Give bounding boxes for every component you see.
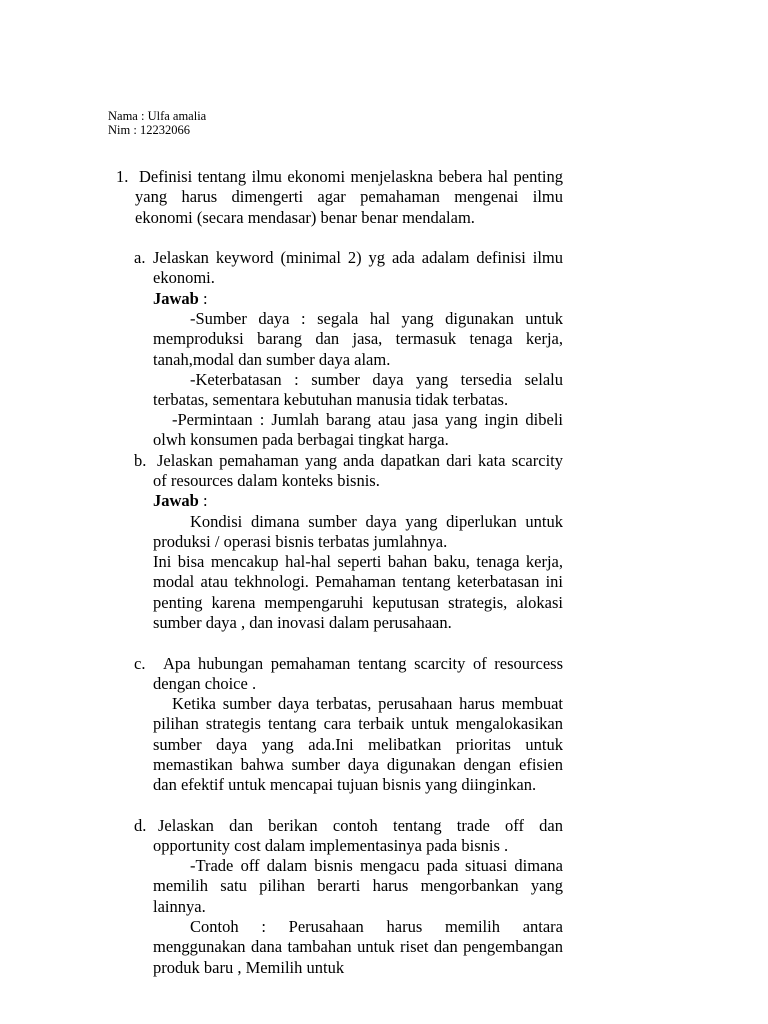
sub-d-answer-contoh: Contoh : Perusahaan harus memilih antara menggunakan dana tambahan untuk riset dan pengembangan produk baru , Memilih untuk	[153, 917, 563, 977]
sub-a-jawab-colon: :	[198, 289, 208, 308]
sub-c-answer: Ketika sumber daya terbatas, perusahaan harus membuat pilihan strategis tentang cara terbaik untuk mengalokasikan sumber daya yang ada.Ini melibatkan prioritas untuk memastikan bahwa sumber daya digunakan dengan efisien dan efektif untuk mencapai tujuan bisnis yang diinginkan.	[153, 694, 563, 795]
sub-c-question: Apa hubungan pemahaman tentang scarcity of resourcess dengan choice .	[153, 654, 563, 694]
sub-d-question: Jelaskan dan berikan contoh tentang trade off dan opportunity cost dalam implementasinya pada bisnis .	[153, 816, 563, 856]
sub-a-jawab-label: Jawab	[153, 289, 199, 308]
question-1-text: Definisi tentang ilmu ekonomi menjelaskna bebera hal penting yang harus dimengerti agar pemahaman mengenai ilmu ekonomi (secara mendasar) benar benar mendalam.	[135, 167, 563, 227]
sub-a-answer-sumber-daya: -Sumber daya : segala hal yang digunakan untuk memproduksi barang dan jasa, termasuk tenaga kerja, tanah,modal dan sumber daya alam.	[153, 309, 563, 369]
sub-b-answer-kondisi: Kondisi dimana sumber daya yang diperlukan untuk produksi / operasi bisnis terbatas jumlahnya.	[153, 512, 563, 552]
sub-c-marker: c.	[134, 654, 146, 673]
sub-a-answer-keterbatasan: -Keterbatasan : sumber daya yang tersedia selalu terbatas, sementara kebutuhan manusia tidak terbatas.	[153, 370, 563, 410]
student-header	[108, 109, 206, 137]
sub-a-marker: a.	[134, 248, 146, 267]
sub-b-question: Jelaskan pemahaman yang anda dapatkan dari kata scarcity of resources dalam konteks bisnis.	[153, 451, 563, 491]
student-nim: Nim : 12232066	[108, 123, 190, 137]
sub-b-jawab-label: Jawab	[153, 491, 199, 510]
sub-b-marker: b.	[134, 451, 147, 470]
sub-a-question: Jelaskan keyword (minimal 2) yg ada adalam definisi ilmu ekonomi.	[153, 248, 563, 288]
sub-b-answer-mencakup: Ini bisa mencakup hal-hal seperti bahan baku, tenaga kerja, modal atau tekhnologi. Pemahaman tentang keterbatasan ini penting karena mempengaruhi keputusan strategis, alokasi sumber daya , dan inovasi dalam perusahaan.	[153, 552, 563, 632]
sub-b-jawab	[153, 491, 563, 511]
sub-d-answer-trade-off: -Trade off dalam bisnis mengacu pada situasi dimana memilih satu pilihan berarti harus mengorbankan yang lainnya.	[153, 856, 563, 916]
sub-d-marker: d.	[134, 816, 147, 835]
sub-a-jawab	[153, 289, 563, 309]
sub-b-jawab-colon: :	[198, 491, 208, 510]
sub-a-answer-permintaan: -Permintaan : Jumlah barang atau jasa yang ingin dibeli olwh konsumen pada berbagai tingkat harga.	[153, 410, 563, 450]
question-1-marker: 1.	[116, 167, 129, 186]
student-name: Nama : Ulfa amalia	[108, 109, 207, 123]
